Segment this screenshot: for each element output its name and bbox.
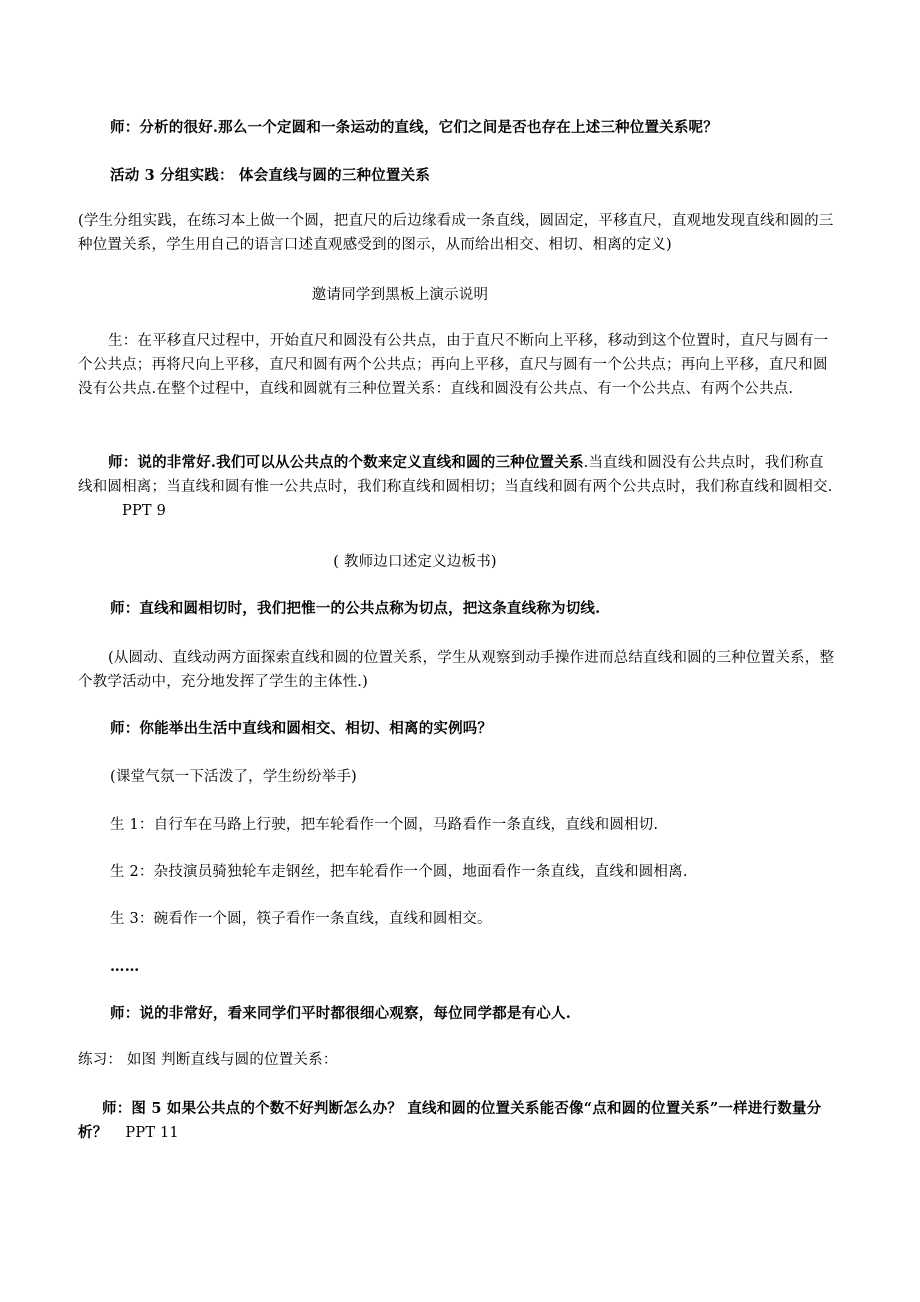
teaching-reflection-note: (从圆动、直线动两方面探索直线和圆的位置关系，学生从观察到动手操作进而总结直线和圆的三种位置关系，整个教学活动中，充分地发挥了学生的主体性.) <box>78 650 835 690</box>
teacher-question-1: 师：分析的很好.那么一个定圆和一条运动的直线，它们之间是否也存在上述三种位置关系呢？ <box>110 119 718 136</box>
tangent-definition: 师：直线和圆相切时，我们把惟一的公共点称为切点，把这条直线称为切线. <box>110 600 601 617</box>
teacher-praise: 师：说的非常好，看来同学们平时都很细心观察，每位同学都是有心人. <box>110 1005 571 1022</box>
student-1-example: 生 1：自行车在马路上行驶，把车轮看作一个圆，马路看作一条直线，直线和圆相切. <box>110 817 659 833</box>
quantitative-question-text: 师：图 5 如果公共点的个数不好判断怎么办？ 直线和圆的位置关系能否像“点和圆的位置关系”一样进行数量分析？ <box>78 1100 822 1141</box>
ppt-11-label: PPT 11 <box>125 1125 179 1141</box>
ellipsis: …… <box>110 958 140 975</box>
ppt-9-label: PPT 9 <box>122 503 167 519</box>
student-3-example: 生 3：碗看作一个圆，筷子看作一条直线，直线和圆相交。 <box>110 911 492 927</box>
exercise-heading: 练习： 如图 判断直线与圆的位置关系： <box>78 1052 338 1068</box>
activity-3-heading: 活动 3 分组实践： 体会直线与圆的三种位置关系 <box>110 167 431 184</box>
student-2-example: 生 2：杂技演员骑独轮车走钢丝，把车轮看作一个圆，地面看作一条直线，直线和圆相离. <box>110 864 688 880</box>
teacher-definition-paragraph <box>78 451 838 523</box>
student-answer-translation: 生：在平移直尺过程中，开始直尺和圆没有公共点，由于直尺不断向上平移，移动到这个位置时，直尺与圆有一个公共点；再将尺向上平移，直尺和圆有两个公共点；再向上平移，直尺与圆有一个公共点；再向上平移，直尺和圆没有公共点.在整个过程中，直线和圆就有三种位置关系：直线和圆没有公共点、有一个公共点、有两个公共点. <box>78 333 829 397</box>
group-practice-note: (学生分组实践，在练习本上做一个圆，把直尺的后边缘看成一条直线，圆固定，平移直尺，直观地发现直线和圆的三种位置关系，学生用自己的语言口述直观感受到的图示，从而给出相交、相切、相离的定义) <box>78 213 834 253</box>
classroom-atmosphere-note: (课堂气氛一下活泼了，学生纷纷举手) <box>110 769 357 785</box>
teacher-question-examples: 师：你能举出生活中直线和圆相交、相切、相离的实例吗？ <box>110 720 493 737</box>
board-writing-note: ( 教师边口述定义边板书) <box>333 554 497 570</box>
teacher-definition-text: .当直线和圆没有公共点时，我们称直线和圆相离；当直线和圆有惟一公共点时，我们称直线和圆相切；当直线和圆有两个公共点时，我们称直线和圆相交. <box>78 455 833 495</box>
teacher-definition-bold: 师：说的非常好.我们可以从公共点的个数来定义直线和圆的三种位置关系 <box>108 454 584 471</box>
teacher-question-quantitative <box>78 1097 838 1145</box>
blackboard-demo-note: 邀请同学到黑板上演示说明 <box>311 287 489 303</box>
